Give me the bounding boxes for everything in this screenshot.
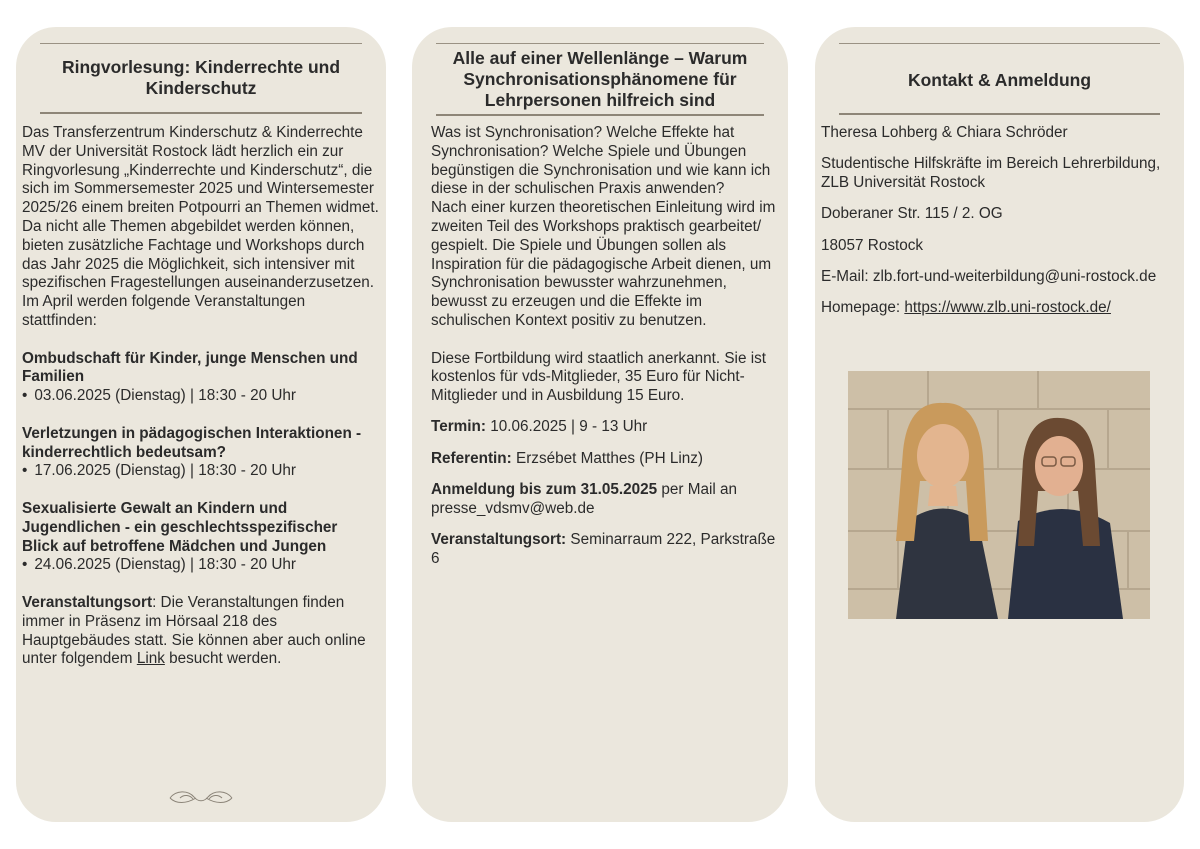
panel-workshop [412, 27, 788, 822]
ornament-icon [166, 787, 236, 807]
fee-text: Diese Fortbildung wird staatlich anerkannt. Sie ist kostenlos für vds-Mitglieder, 35 Euro für Nicht-Mitglieder und in Ausbildung 15 Euro. [431, 349, 766, 405]
panel1-body [22, 124, 382, 669]
intro-text: Nach einer kurzen theoretischen Einleitung wird im zweiten Teil des Workshops praktisch gearbeitet/ gespielt. Die Spiele und Übungen sollen als Inspiration für die pädagogische Arbeit dienen, um Synchronisation bewusster wahrzunehmen, bewusst zu erzeugen und die Effekte im schulischen Kontext positiv zu benutzen. [431, 199, 776, 329]
top-rule [40, 43, 362, 44]
anmeldung-label: Anmeldung bis zum 31.05.2025 [431, 481, 658, 499]
venue-end: besucht werden. [164, 650, 282, 668]
referentin [431, 450, 776, 469]
veranstaltungsort [431, 531, 776, 569]
online-link[interactable]: Link [136, 650, 165, 668]
termin-label: Termin: [431, 418, 486, 436]
anmeldung-value: per Mail an presse_vdsmv@web.de [431, 481, 738, 517]
top-rule [839, 43, 1160, 44]
contact-city: 18057 Rostock [821, 236, 924, 254]
panel2-title: Alle auf einer Wellenlänge – Warum Synchronisationsphänomene für Lehrpersonen hilfreich sind [452, 48, 748, 110]
contact-street: Doberaner Str. 115 / 2. OG [821, 205, 1003, 223]
panel2-body [431, 124, 776, 569]
panel-ringvorlesung [16, 27, 386, 822]
contact-role: Studentische Hilfskräfte im Bereich Lehrerbildung, ZLB Universität Rostock [821, 155, 1161, 192]
termin [431, 418, 776, 437]
venue-text: : Die Veranstaltungen finden immer in Präsenz im Hörsaal 218 des Hauptgebäudes statt. Sie können aber auch online unter folgendem [22, 593, 366, 668]
contact-names: Theresa Lohberg & Chiara Schröder [821, 124, 1068, 141]
intro-questions: Was ist Synchronisation? Welche Effekte hat Synchronisation? Welche Spiele und Übungen begünstigen die Synchronisation und wie kann ich diese in der schulischen Praxis anwenden? [431, 124, 771, 198]
event-title: Ombudschaft für Kinder, junge Menschen und Familien [22, 349, 358, 386]
event-date: • 03.06.2025 (Dienstag) | 18:30 - 20 Uhr [22, 387, 382, 406]
event-title: Verletzungen in pädagogischen Interaktionen - kinderrechtlich bedeutsam? [22, 424, 362, 461]
title-underline [839, 113, 1160, 115]
referentin-label: Referentin: [431, 449, 512, 467]
title-underline [436, 114, 764, 116]
ort-value: Seminarraum 222, Parkstraße 6 [431, 531, 776, 567]
panel1-title: Ringvorlesung: Kinderrechte und Kinderschutz [61, 57, 341, 98]
venue-label: Veranstaltungsort [22, 593, 153, 611]
photo-illustration [848, 371, 1150, 619]
anmeldung [431, 481, 776, 519]
ort-label: Veranstaltungsort: [431, 531, 567, 549]
contact-homepage [821, 299, 1166, 318]
panel-kontakt [815, 27, 1184, 822]
contact-email[interactable]: E-Mail: zlb.fort-und-weiterbildung@uni-rostock.de [821, 267, 1157, 285]
event-date: • 17.06.2025 (Dienstag) | 18:30 - 20 Uhr [22, 462, 382, 481]
title-underline [40, 112, 362, 114]
referentin-value: Erzsébet Matthes (PH Linz) [511, 449, 704, 467]
termin-value: 10.06.2025 | 9 - 13 Uhr [485, 418, 648, 436]
contact-photo [848, 371, 1150, 619]
event-date: • 24.06.2025 (Dienstag) | 18:30 - 20 Uhr [22, 556, 382, 575]
intro-text: Das Transferzentrum Kinderschutz & Kinderrechte MV der Universität Rostock lädt herzlich ein zur Ringvorlesung „Kinderrechte und Kinderschutz“, die sich im Sommersemester 2025 und Wintersemester 2025/26 einem breiten Potpourri an Themen widmet. Da nicht alle Themen abgebildet werden können, bieten zusätzliche Fachtage und Workshops durch das Jahr 2025 die Möglichkeit, sich intensiver mit spezifischen Fragestellungen auseinanderzusetzen. Im April werden folgende Veranstaltungen stattfinden: [22, 124, 379, 329]
panel3-body [821, 124, 1166, 318]
event-title: Sexualisierte Gewalt an Kindern und Jugendlichen - ein geschlechtsspezifischer Blick auf betroffene Mädchen und Jungen [22, 499, 338, 555]
panel3-title: Kontakt & Anmeldung [907, 70, 1092, 90]
homepage-link[interactable]: https://www.zlb.uni-rostock.de/ [904, 299, 1111, 317]
homepage-label: Homepage: [821, 299, 905, 317]
venue-paragraph [22, 594, 382, 669]
top-rule [436, 43, 764, 44]
